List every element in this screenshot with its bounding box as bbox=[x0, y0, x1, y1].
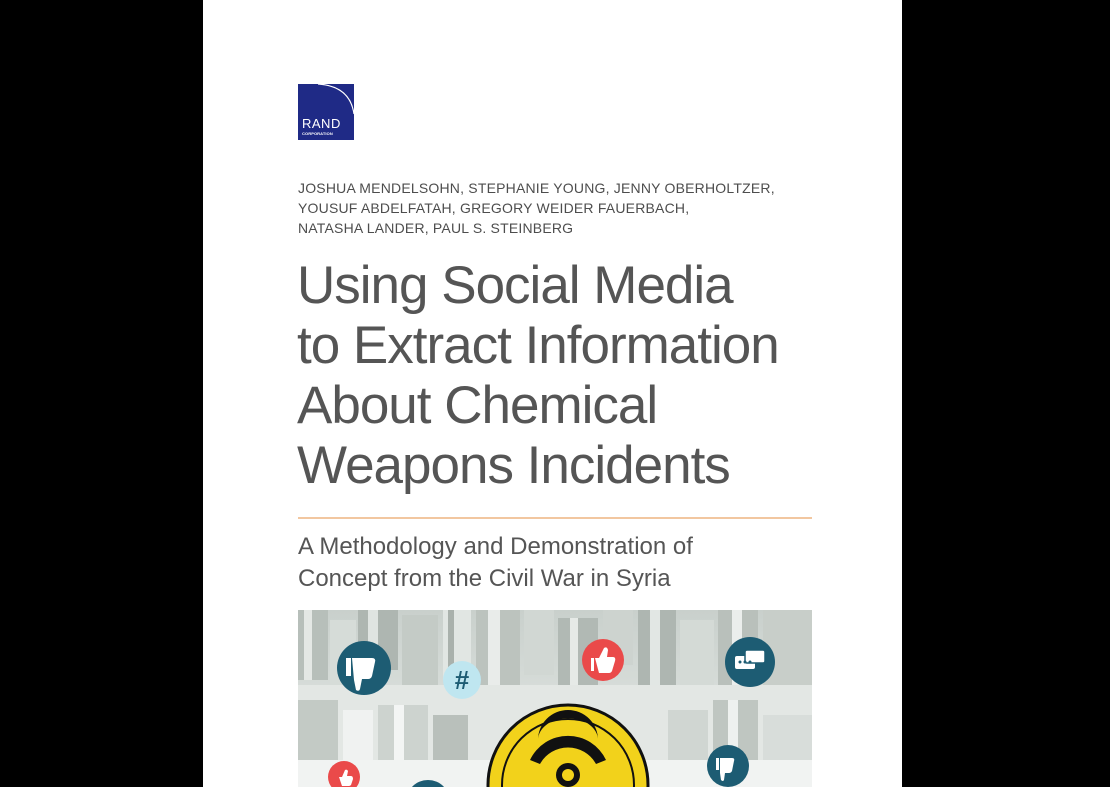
author-list bbox=[298, 178, 858, 238]
hashtag-icon bbox=[443, 661, 481, 699]
author-line: NATASHA LANDER, PAUL S. STEINBERG bbox=[298, 220, 574, 236]
thumbs-down-icon bbox=[707, 745, 749, 787]
cover-illustration bbox=[298, 610, 812, 787]
author-line: YOUSUF ABDELFATAH, GREGORY WEIDER FAUERBACH, bbox=[298, 200, 690, 216]
title-divider bbox=[298, 517, 812, 519]
title-line: About Chemical bbox=[297, 376, 658, 435]
subtitle-line: Concept from the Civil War in Syria bbox=[298, 565, 671, 592]
report-cover-page bbox=[203, 0, 902, 787]
logo-subtext: CORPORATION bbox=[302, 131, 333, 136]
thumbs-down-icon bbox=[337, 641, 391, 695]
author-line: JOSHUA MENDELSOHN, STEPHANIE YOUNG, JENNY OBERHOLTZER, bbox=[298, 180, 775, 196]
title-line: Using Social Media bbox=[297, 256, 733, 315]
chat-bubbles-icon bbox=[725, 637, 775, 687]
title-line: to Extract Information bbox=[297, 316, 779, 375]
report-title bbox=[297, 256, 877, 496]
rand-logo bbox=[298, 84, 354, 140]
logo-wordmark: RAND bbox=[302, 116, 341, 131]
thumbs-up-icon bbox=[582, 639, 624, 681]
subtitle-line: A Methodology and Demonstration of bbox=[298, 533, 693, 560]
hashtag-symbol: # bbox=[454, 665, 470, 695]
title-line: Weapons Incidents bbox=[297, 436, 730, 495]
report-subtitle bbox=[298, 531, 858, 595]
city-illustration bbox=[298, 610, 812, 787]
